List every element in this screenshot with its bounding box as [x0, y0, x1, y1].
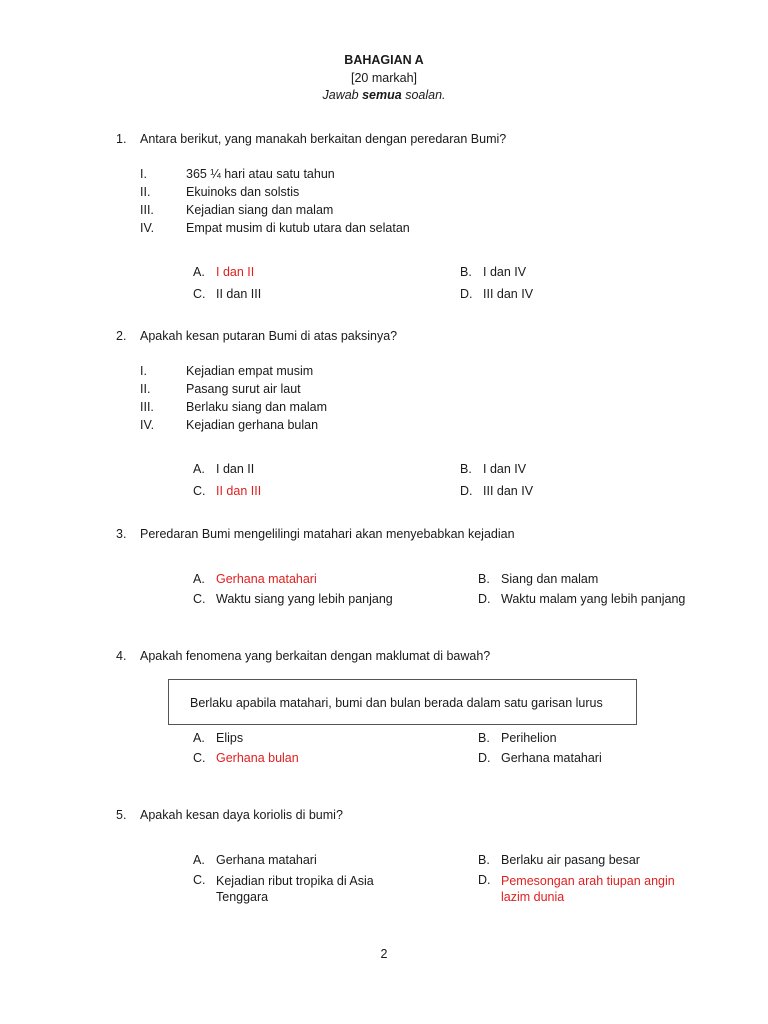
- option-letter: D.: [478, 873, 491, 887]
- option-letter: D.: [478, 751, 491, 765]
- question-text-2: Apakah kesan putaran Bumi di atas paksinya?: [140, 329, 398, 343]
- option-text-answer: Gerhana matahari: [216, 572, 317, 586]
- question-text-3: Peredaran Bumi mengelilingi matahari akan menyebabkan kejadian: [140, 527, 515, 541]
- option-letter: B.: [478, 572, 490, 586]
- option-letter: A.: [193, 731, 205, 745]
- option-letter: C.: [193, 484, 206, 498]
- option-letter: C.: [193, 751, 206, 765]
- option-letter: B.: [460, 265, 472, 279]
- option-text: Gerhana matahari: [216, 853, 317, 867]
- option-text: Siang dan malam: [501, 572, 599, 586]
- question-number-2: 2.: [116, 329, 127, 343]
- info-box: [168, 679, 637, 725]
- roman-statement: 365 ¼ hari atau satu tahun: [186, 167, 335, 181]
- roman-num: I.: [140, 167, 147, 181]
- option-letter: B.: [478, 853, 490, 867]
- question-number-5: 5.: [116, 808, 127, 822]
- option-text: III dan IV: [483, 484, 534, 498]
- roman-statement: Ekuinoks dan solstis: [186, 185, 300, 199]
- roman-num: III.: [140, 203, 154, 217]
- option-text: Kejadian ribut tropika di Asia Tenggara: [216, 874, 374, 904]
- option-text: Waktu siang yang lebih panjang: [216, 592, 393, 606]
- info-box-text: Berlaku apabila matahari, bumi dan bulan berada dalam satu garisan lurus: [190, 696, 603, 710]
- question-number-3: 3.: [116, 527, 127, 541]
- option-letter: B.: [460, 462, 472, 476]
- roman-num: IV.: [140, 221, 155, 235]
- option-letter: A.: [193, 853, 205, 867]
- option-letter: C.: [193, 287, 206, 301]
- roman-num: II.: [140, 185, 151, 199]
- option-text: Elips: [216, 731, 244, 745]
- option-text: I dan IV: [483, 462, 527, 476]
- option-letter: D.: [460, 287, 473, 301]
- question-text-4: Apakah fenomena yang berkaitan dengan maklumat di bawah?: [140, 649, 491, 663]
- option-text: Berlaku air pasang besar: [501, 853, 640, 867]
- roman-statement: Kejadian empat musim: [186, 364, 314, 378]
- option-letter: A.: [193, 572, 205, 586]
- roman-statement: Kejadian siang dan malam: [186, 203, 334, 217]
- roman-statement: Kejadian gerhana bulan: [186, 418, 319, 432]
- option-text: II dan III: [216, 287, 262, 301]
- option-text-answer: II dan III: [216, 484, 262, 498]
- option-letter: A.: [193, 462, 205, 476]
- option-text: I dan IV: [483, 265, 527, 279]
- option-letter: B.: [478, 731, 490, 745]
- option-text-answer: Pemesongan arah tiupan angin lazim dunia: [501, 874, 675, 904]
- section-instruction: Jawab semua soalan.: [322, 88, 446, 102]
- option-text: I dan II: [216, 462, 255, 476]
- question-number-1: 1.: [116, 132, 127, 146]
- roman-statement: Empat musim di kutub utara dan selatan: [186, 221, 410, 235]
- option-letter: C.: [193, 873, 206, 887]
- option-text: Gerhana matahari: [501, 751, 602, 765]
- option-letter: D.: [478, 592, 491, 606]
- option-text-answer: I dan II: [216, 265, 255, 279]
- option-text: Perihelion: [501, 731, 557, 745]
- option-letter: D.: [460, 484, 473, 498]
- question-number-4: 4.: [116, 649, 127, 663]
- roman-num: I.: [140, 364, 147, 378]
- option-text: III dan IV: [483, 287, 534, 301]
- option-text: Waktu malam yang lebih panjang: [501, 592, 686, 606]
- roman-statement: Pasang surut air laut: [186, 382, 301, 396]
- question-text-1: Antara berikut, yang manakah berkaitan dengan peredaran Bumi?: [140, 132, 507, 146]
- roman-num: IV.: [140, 418, 155, 432]
- question-text-5: Apakah kesan daya koriolis di bumi?: [140, 808, 343, 822]
- section-marks: [20 markah]: [350, 71, 417, 85]
- option-letter: A.: [193, 265, 205, 279]
- roman-num: III.: [140, 400, 154, 414]
- page-number: 2: [380, 947, 388, 961]
- option-letter: C.: [193, 592, 206, 606]
- roman-statement: Berlaku siang dan malam: [186, 400, 328, 414]
- option-text-answer: Gerhana bulan: [216, 751, 299, 765]
- section-title: BAHAGIAN A: [344, 53, 424, 67]
- roman-num: II.: [140, 382, 151, 396]
